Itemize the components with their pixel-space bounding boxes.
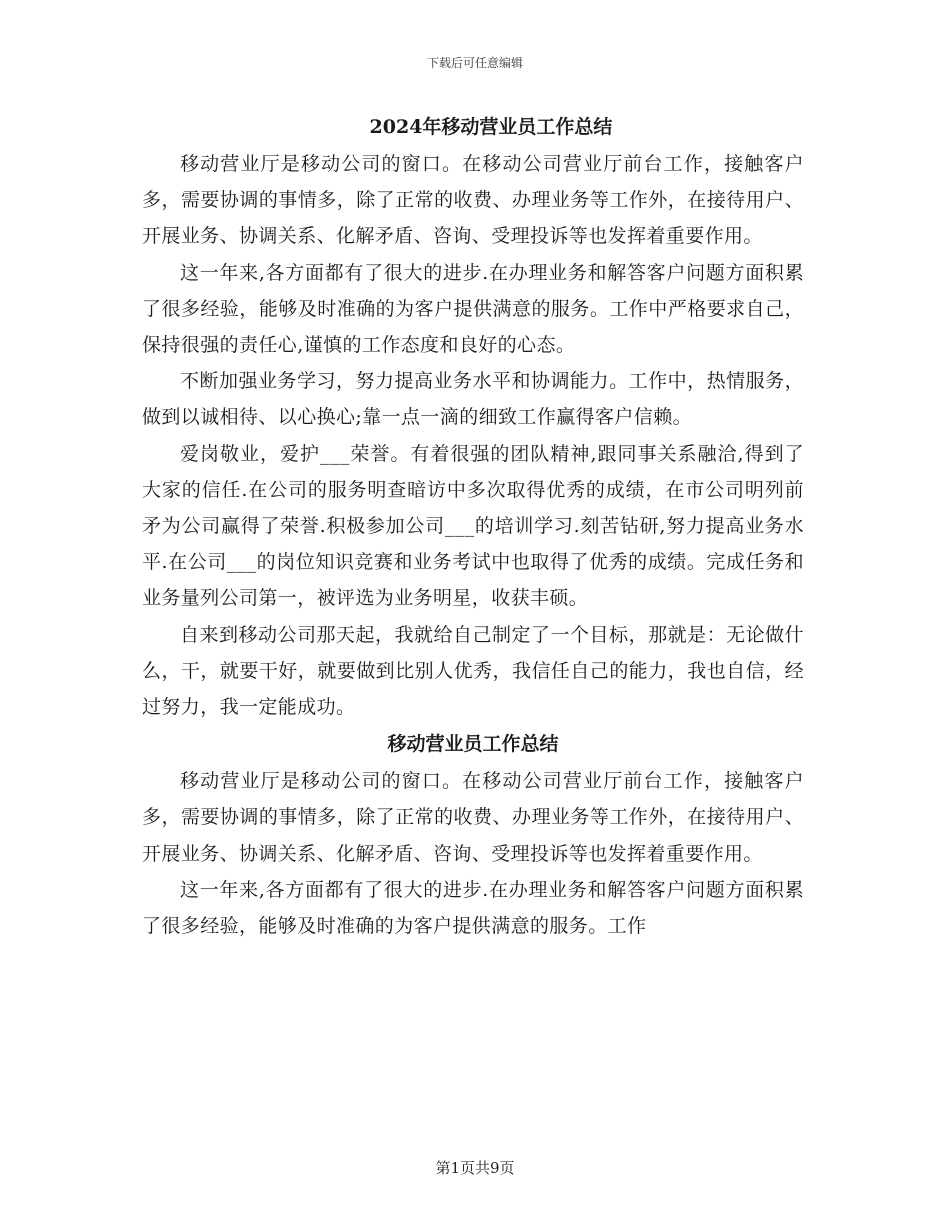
paragraph: 自来到移动公司那天起，我就给自己制定了一个目标，那就是：无论做什么，干，就要干好，就要做到比别人优秀，我信任自己的能力，我也自信，经过努力，我一定能成功。 <box>142 623 804 719</box>
section-title: 移动营业员工作总结 <box>387 733 559 756</box>
paragraph: 爱岗敬业，爱护___荣誉。有着很强的团队精神,跟同事关系融洽,得到了大家的信任.在公司的服务明查暗访中多次取得优秀的成绩，在市公司明列前矛为公司赢得了荣誉.积极参加公司___的培训学习.刻苦钻研,努力提高业务水平.在公司___的岗位知识竞赛和业务考试中也取得了优秀的成绩。完成任务和业务量列公司第一，被评选为业务明星，收获丰硕。 <box>142 442 804 610</box>
page-number: 第1页共9页 <box>435 1159 515 1177</box>
paragraph: 这一年来,各方面都有了很大的进步.在办理业务和解答客户问题方面积累了很多经验，能够及时准确的为客户提供满意的服务。工作 <box>142 878 804 938</box>
paragraph: 不断加强业务学习，努力提高业务水平和协调能力。工作中，热情服务，做到以诚相待、以心换心;靠一点一滴的细致工作赢得客户信赖。 <box>142 370 804 429</box>
paragraph: 移动营业厅是移动公司的窗口。在移动公司营业厅前台工作，接触客户多，需要协调的事情多，除了正常的收费、办理业务等工作外，在接待用户、开展业务、协调关系、化解矛盾、咨询、受理投诉等也发挥着重要作用。 <box>142 153 804 248</box>
header-note: 下载后可任意编辑 <box>426 56 523 70</box>
document-body <box>142 108 804 944</box>
paragraph: 这一年来,各方面都有了很大的进步.在办理业务和解答客户问题方面积累了很多经验，能够及时准确的为客户提供满意的服务。工作中严格要求自己，保持很强的责任心,谨慎的工作态度和良好的心态。 <box>142 261 804 357</box>
paragraph: 移动营业厅是移动公司的窗口。在移动公司营业厅前台工作，接触客户多，需要协调的事情多，除了正常的收费、办理业务等工作外，在接待用户、开展业务、协调关系、化解矛盾、咨询、受理投诉等也发挥着重要作用。 <box>142 770 804 865</box>
document-title: 2024年移动营业员工作总结 <box>369 116 613 138</box>
